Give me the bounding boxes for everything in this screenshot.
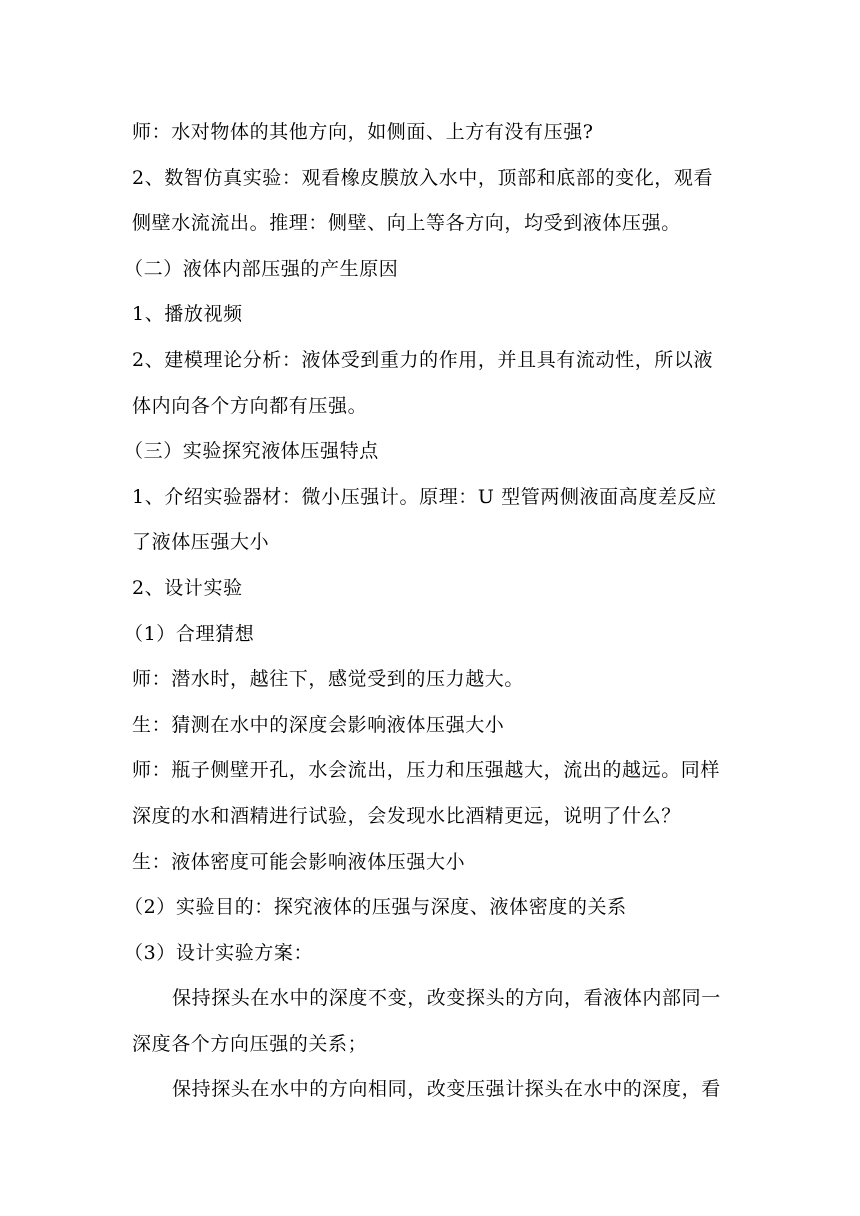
subheading-2: （2）实验目的：探究液体的压强与深度、液体密度的关系	[124, 896, 627, 919]
text-line-3: 侧壁水流流出。推理：侧壁、向上等各方向，均受到液体压强。	[132, 212, 681, 235]
text-line-16: 深度的水和酒精进行试验，会发现水比酒精更远，说明了什么？	[132, 804, 681, 827]
text-line-2: 2、数智仿真实验：观看橡皮膜放入水中，顶部和底部的变化，观看	[132, 166, 714, 189]
text-line-14: 生：猜测在水中的深度会影响液体压强大小	[132, 713, 505, 736]
text-line-21: 深度各个方向压强的关系；	[132, 1032, 368, 1055]
text-line-1: 师：水对物体的其他方向，如侧面、上方有没有压强?	[132, 121, 594, 143]
text-line-6: 2、建模理论分析：液体受到重力的作用，并且具有流动性，所以液	[132, 348, 714, 371]
text-line-22: 保持探头在水中的方向相同，改变压强计探头在水中的深度，看	[172, 1078, 721, 1101]
text-line-20: 保持探头在水中的深度不变，改变探头的方向，看液体内部同一	[172, 987, 721, 1010]
text-line-15: 师：瓶子侧壁开孔，水会流出，压力和压强越大，流出的越远。同样	[132, 759, 721, 782]
text-line-7: 体内向各个方向都有压强。	[132, 394, 368, 417]
text-line-11: 2、设计实验	[132, 576, 243, 599]
text-line-5: 1、播放视频	[132, 303, 243, 326]
text-line-10: 了液体压强大小	[132, 531, 270, 554]
section-heading-3: （三）实验探究液体压强特点	[124, 440, 379, 463]
text-line-9: 1、介绍实验器材：微小压强计。原理：U 型管两侧液面高度差反应	[132, 485, 717, 508]
text-line-17: 生：液体密度可能会影响液体压强大小	[132, 850, 466, 873]
subheading-3: （3）设计实验方案：	[124, 941, 314, 964]
subheading-1: （1）合理猜想	[124, 622, 255, 645]
text-line-13: 师：潜水时，越往下，感觉受到的压力越大。	[132, 668, 525, 691]
section-heading-2: （二）液体内部压强的产生原因	[124, 257, 399, 280]
